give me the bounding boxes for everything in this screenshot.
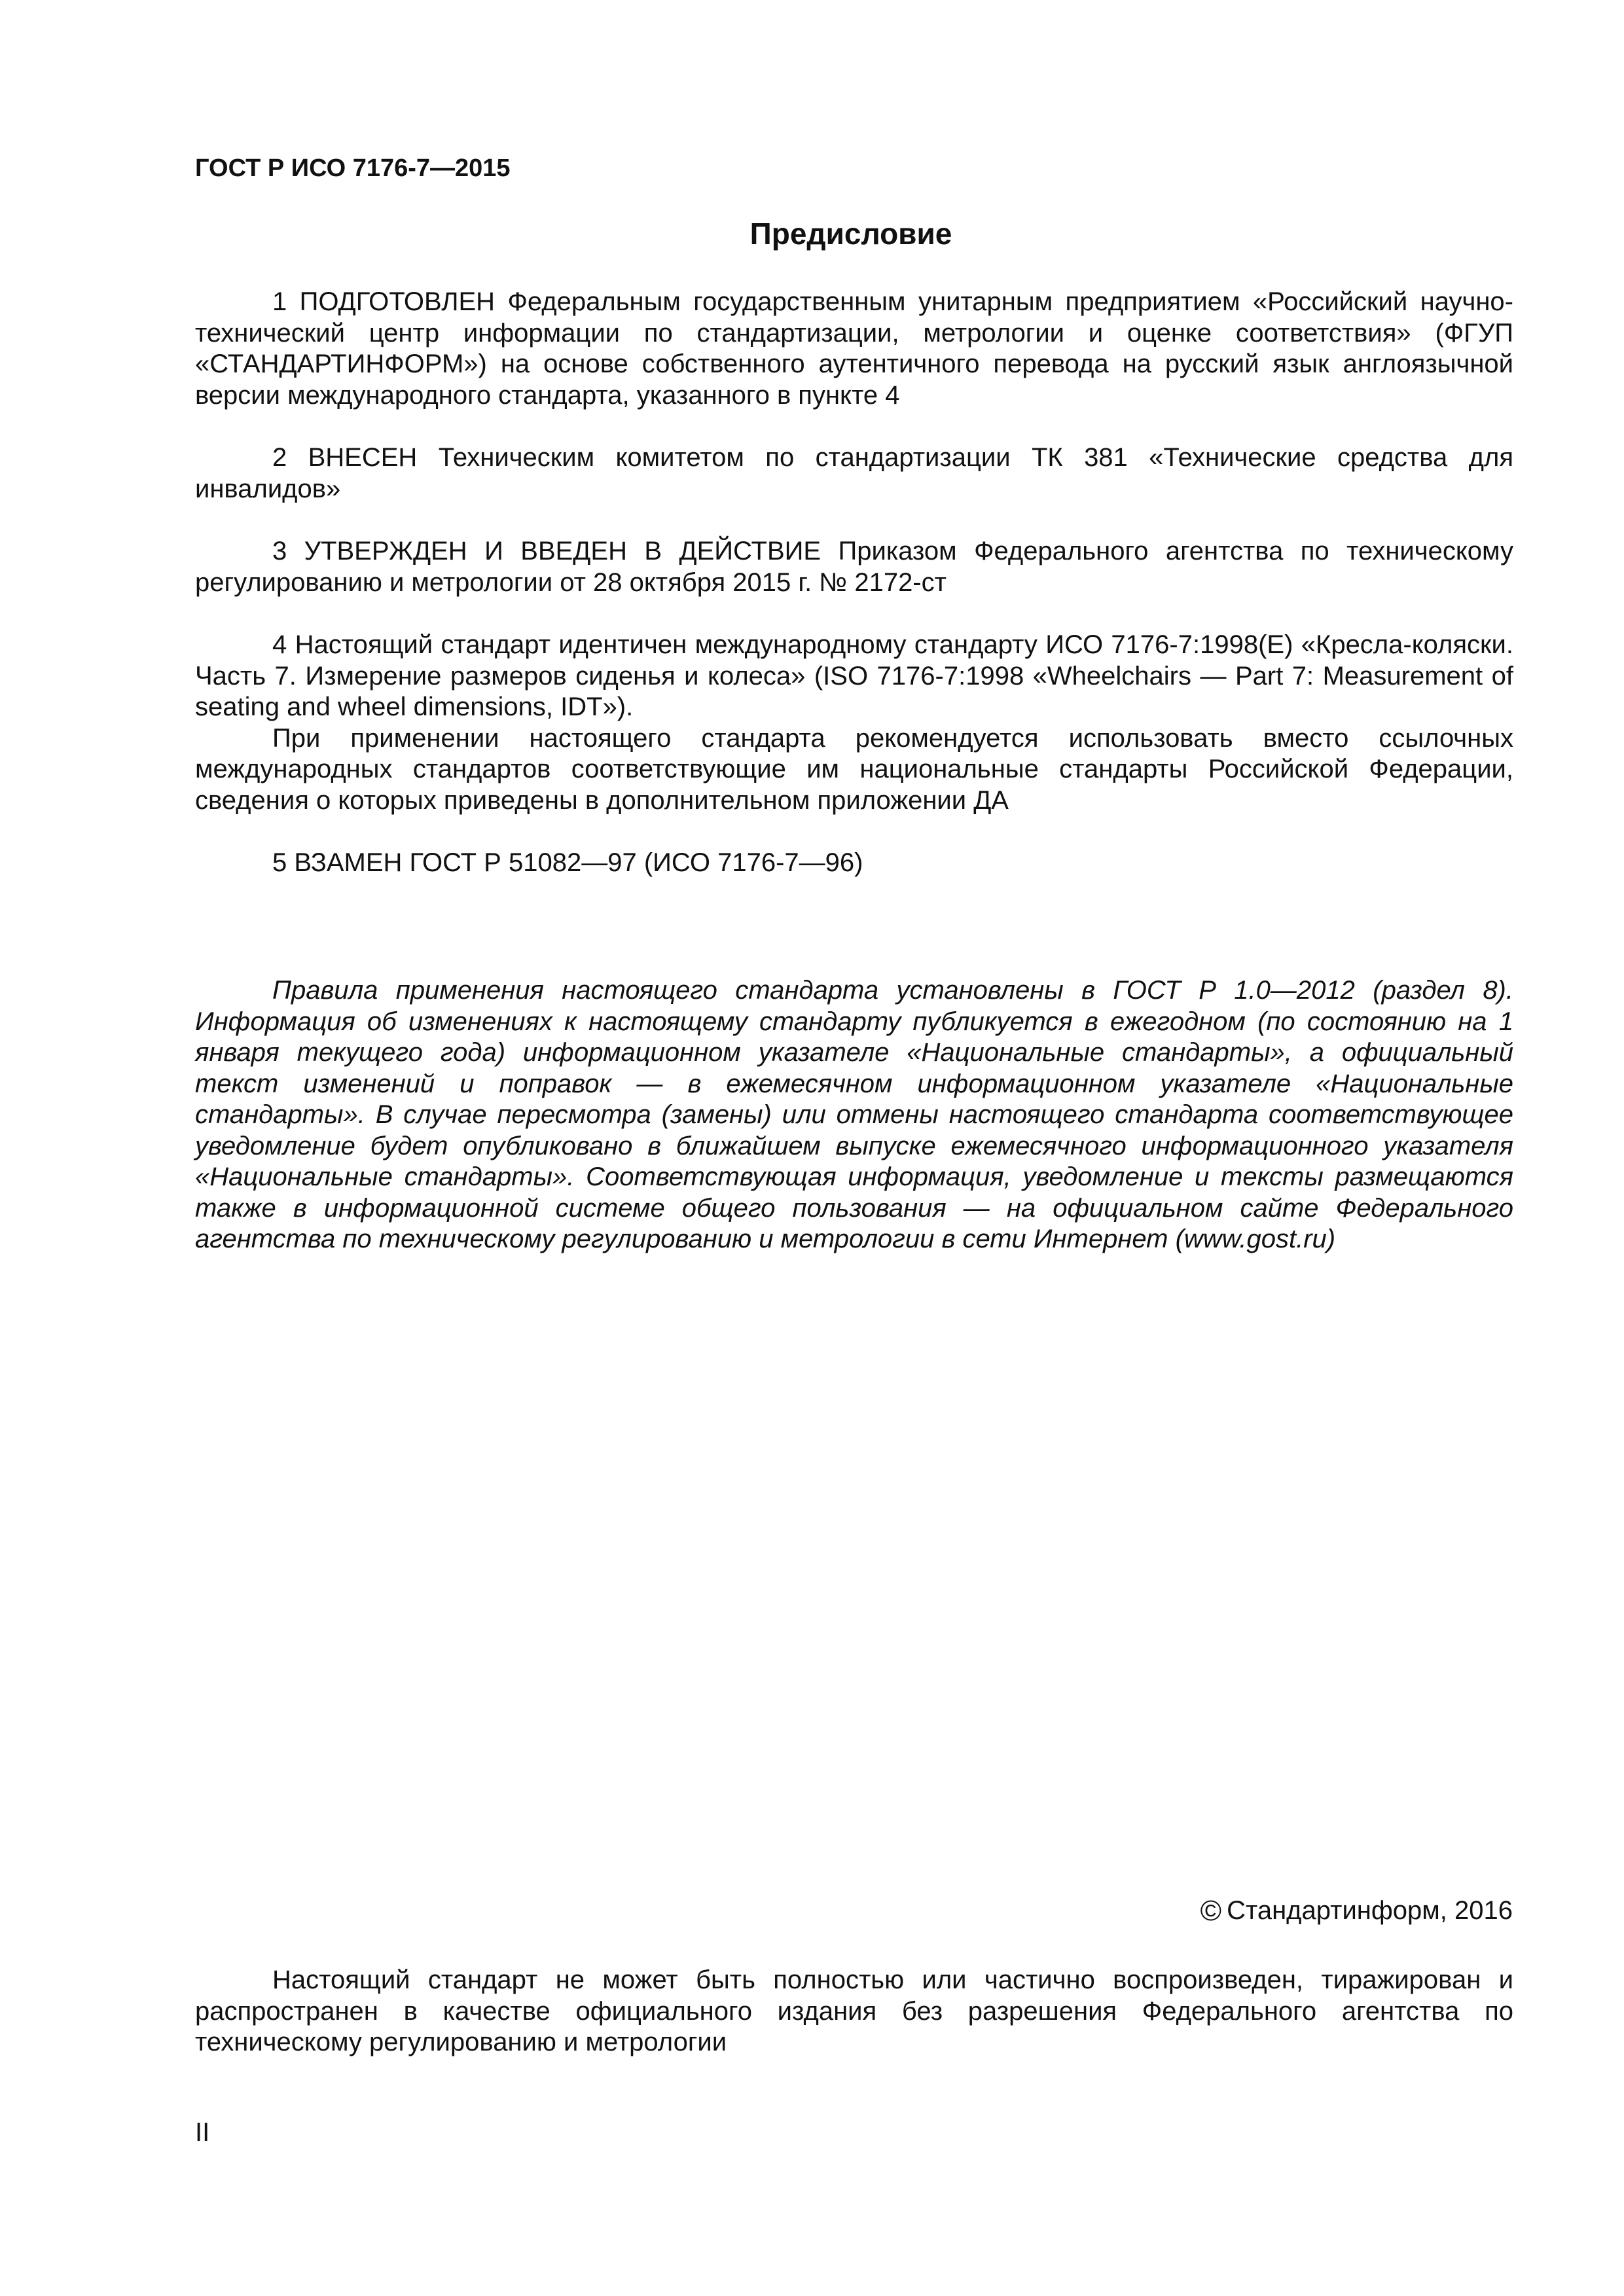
application-rules-notice: Правила применения настоящего стандарта установлены в ГОСТ Р 1.0—2012 (раздел 8). Информация об изменениях к настоящему стандарту публикуется в ежегодном (по состоянию на 1 января текущего года) информационном указателе «Национальные стандарты», а официальный текст изменений и поправок — в ежемесячном информационном указателе «Национальные стандарты». В случае пересмотра (замены) или отмены настоящего стандарта соответствующее уведомление будет опубликовано в ближайшем выпуске ежемесячного информационного указателя «Национальные стандарты». Соответствующая информация, уведомление и тексты размещаются также в информационной системе общего пользования — на официальном сайте Федерального агентства по техническому регулированию и метрологии в сети Интернет (www.gost.ru) — [195, 976, 1513, 1253]
foreword-item-identical: 4 Настоящий стандарт идентичен международному стандарту ИСО 7176-7:1998(E) «Кресла-коляски. Часть 7. Измерение размеров сиденья и колеса» (ISO 7176-7:1998 «Wheelchairs — Part 7: Measurement of seating and wheel dimensions, IDT»). — [195, 630, 1513, 721]
foreword-item-prepared: 1 ПОДГОТОВЛЕН Федеральным государственным унитарным предприятием «Российский научно-технический центр информации по стандартизации, метрологии и оценке соответствия» (ФГУП «СТАНДАРТИНФОРМ») на основе собственного аутентичного перевода на русский язык англоязычной версии международного стандарта, указанного в пункте 4 — [195, 287, 1513, 410]
foreword-body — [195, 287, 1513, 879]
document-code-header: ГОСТ Р ИСО 7176-7—2015 — [195, 154, 511, 182]
foreword-item-approved: 3 УТВЕРЖДЕН И ВВЕДЕН В ДЕЙСТВИЕ Приказом Федерального агентства по техническому регулированию и метрологии от 28 октября 2015 г. № 2172-ст — [195, 537, 1513, 597]
page-number: II — [195, 2118, 210, 2147]
reproduction-disclaimer: Настоящий стандарт не может быть полностью или частично воспроизведен, тиражирован и распространен в качестве официального издания без разрешения Федерального агентства по техническому регулированию и метрологии — [195, 1965, 1513, 2056]
copyright-line — [1200, 1895, 1513, 1926]
foreword-item-references-note: При применении настоящего стандарта рекомендуется использовать вместо ссылочных международных стандартов соответствующие им национальные стандарты Российской Федерации, сведения о которых приведены в дополнительном приложении ДА — [195, 723, 1513, 815]
foreword-title: Предисловие — [749, 217, 952, 251]
copyright-icon: © — [1200, 1895, 1222, 1927]
foreword-item-introduced: 2 ВНЕСЕН Техническим комитетом по стандартизации ТК 381 «Технические средства для инвалидов» — [195, 443, 1513, 503]
copyright-text: Стандартинформ, 2016 — [1227, 1896, 1513, 1925]
foreword-item-replaces: 5 ВЗАМЕН ГОСТ Р 51082—97 (ИСО 7176-7—96) — [272, 848, 863, 877]
